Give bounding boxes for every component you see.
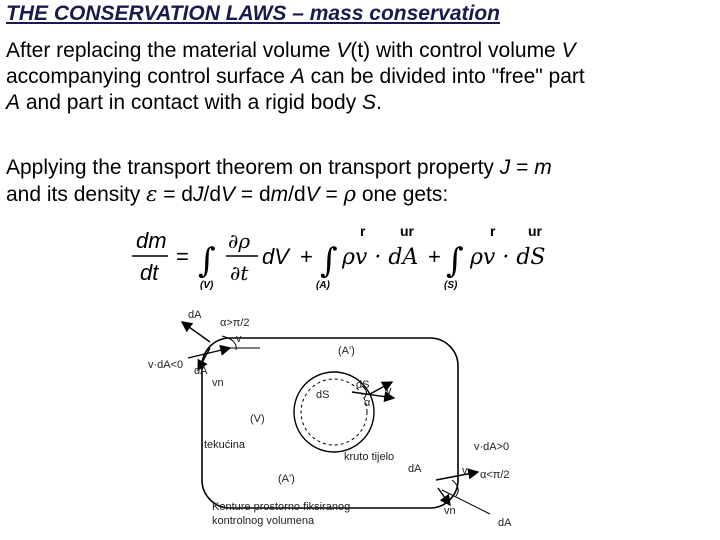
label-v-right: v: [386, 385, 392, 397]
caption-line2: kontrolnog volumena: [212, 515, 315, 527]
eq-dt2: ∂t: [230, 261, 249, 285]
label-vdA-positive: v·dA>0: [474, 441, 510, 453]
mass-conservation-equation: [128, 222, 568, 292]
eq-plus-1: +: [300, 244, 313, 269]
caption-line1: Konture prostorno fiksiranog: [212, 501, 351, 513]
label-A-prime-bottom: (A'): [278, 473, 295, 485]
label-vn-left: vn: [212, 377, 224, 389]
label-vdA-negative: v·dA<0: [148, 359, 184, 371]
label-dA-right: dA: [408, 463, 422, 475]
v-br-arrow: [436, 472, 478, 480]
label-alpha-gt: α>π/2: [220, 317, 250, 329]
label-alpha: α: [364, 397, 371, 409]
label-vn-br: vn: [444, 505, 456, 517]
eq-dt: dt: [140, 260, 159, 285]
label-dS-outer: dS: [356, 379, 370, 391]
eq-integral-3: ∫: [446, 241, 464, 281]
label-tekucina: tekućina: [204, 439, 245, 451]
label-v-top: v: [236, 333, 242, 345]
eq-vec-ur-1: ur: [400, 223, 414, 239]
label-v-br: v: [462, 465, 468, 477]
eq-vec-r-2: r: [490, 223, 496, 239]
eq-vec-r-1: r: [360, 223, 366, 239]
eq-term-S: ρv · dS: [470, 245, 546, 270]
slide-title: THE CONSERVATION LAWS – mass conservation: [6, 2, 500, 25]
label-kruto-tijelo: kruto tijelo: [344, 451, 395, 463]
control-volume-diagram: [130, 300, 720, 540]
eq-term-A: ρv · dA: [342, 245, 419, 270]
label-dA-br: dA: [498, 517, 512, 529]
eq-plus-2: +: [428, 244, 441, 269]
eq-sub-V: (V): [200, 280, 214, 291]
p1-line2: accompanying control surface A can be divided into "free" part: [6, 65, 585, 88]
p1-line3: A and part in contact with a rigid body S.: [6, 91, 382, 114]
eq-sub-S: (S): [444, 280, 458, 291]
label-alpha-lt: α<π/2: [480, 469, 510, 481]
p2-line1: Applying the transport theorem on transport property J = m: [6, 156, 552, 179]
control-volume-boundary: [202, 338, 458, 508]
p1-line1: After replacing the material volume V(t) with control volume V: [6, 39, 576, 62]
paragraph-control-volume: [6, 38, 585, 116]
label-V: (V): [250, 413, 265, 425]
label-dS-inner: dS: [316, 389, 330, 401]
eq-dV: dV: [262, 244, 289, 269]
paragraph-transport-theorem: [6, 155, 552, 208]
eq-integral-2: ∫: [320, 241, 338, 281]
eq-drho: ∂ρ: [228, 229, 251, 253]
label-A-prime-top: (A'): [338, 345, 355, 357]
eq-vec-ur-2: ur: [528, 223, 542, 239]
p2-line2: and its density ε = dJ/dV = dm/dV = ρ one gets:: [6, 182, 449, 206]
eq-integral-1: ∫: [198, 241, 216, 281]
eq-equals: =: [176, 244, 189, 269]
label-dA-left: dA: [194, 365, 208, 377]
dA-top-arrow: [182, 322, 210, 342]
eq-sub-A: (A): [316, 280, 330, 291]
label-dA-top: dA: [188, 309, 202, 321]
eq-dm: dm: [136, 228, 167, 253]
